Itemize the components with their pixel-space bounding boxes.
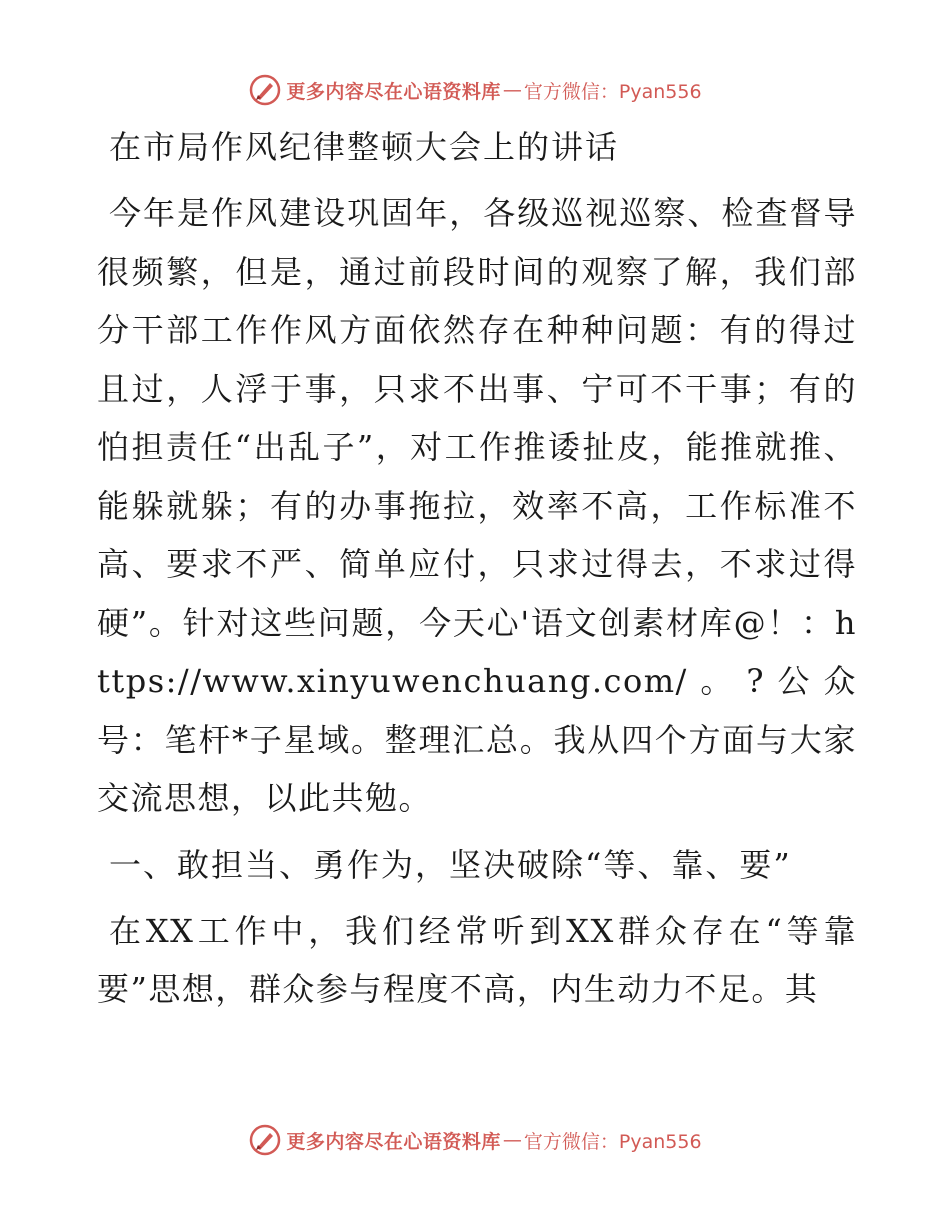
section-paragraph-1: 在XX工作中，我们经常听到XX群众存在“等靠要”思想，群众参与程度不高，内生动力不足。其: [97, 911, 857, 1008]
watermark-text: 更多内容尽在心语资料库: [286, 1130, 501, 1153]
watermark-wechat: 官方微信：Pyan556: [523, 1130, 702, 1153]
intro-paragraph: 今年是作风建设巩固年，各级巡视巡察、检查督导很频繁，但是，通过前段时间的观察了解，我们部分干部工作作风方面依然存在种种问题：有的得过且过，人浮于事，只求不出事、宁可不干事；有的怕担责任“出乱子”，对工作推诿扯皮，能推就推、能躲就躲；有的办事拖拉，效率不高，工作标准不高、要求不严、简单应付，只求过得去，不求过得硬”。针对这些问题，今天心'语文创素材库@！：https://www.xinyuwenchuang.com/。?公众号：笔杆*子星域。整理汇总。我从四个方面与大家交流思想，以此共勉。: [97, 194, 857, 817]
document-title: 在市局作风纪律整顿大会上的讲话: [109, 128, 620, 166]
header-watermark: [0, 68, 950, 112]
watermark-text: 更多内容尽在心语资料库: [286, 80, 501, 103]
watermark-separator: —: [502, 79, 522, 101]
section-heading-1: 一、敢担当、勇作为，坚决破除“等、靠、要”: [109, 845, 792, 884]
footer-watermark: [0, 1118, 950, 1162]
document-body: [97, 124, 857, 1033]
watermark-wechat: 官方微信：Pyan556: [523, 80, 702, 103]
pen-nib-icon: [248, 73, 282, 107]
pen-nib-icon: [248, 1123, 282, 1157]
watermark-separator: —: [502, 1129, 522, 1151]
